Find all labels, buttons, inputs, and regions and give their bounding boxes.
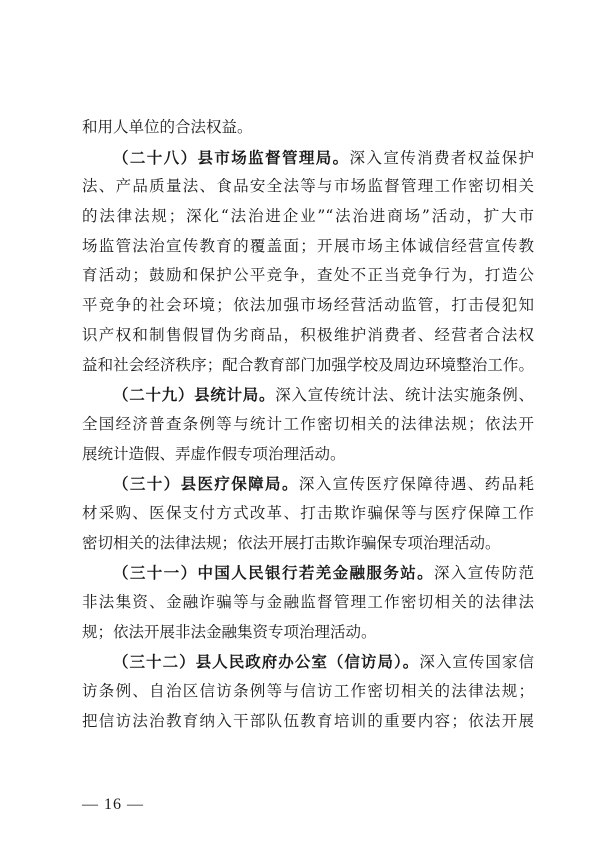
text-line [82,469,534,499]
document-body [82,113,534,736]
body-text: 的法律法规；深化“法治进企业”“法治进商场”活动，扩大市 [82,207,534,226]
text-line [82,291,534,321]
body-text: 密切相关的法律法规；依法开展打击欺诈骗保专项治理活动。 [82,533,501,552]
text-line [82,707,534,737]
section-heading: （三十二）县人民政府办公室（信访局）。 [113,652,420,672]
text-line [82,618,534,648]
body-text: 识产权和制售假冒伪劣商品，积极维护消费者、经营者合法权 [82,325,534,344]
section-heading: （二十九）县统计局。 [113,385,276,405]
body-text: 把信访法治教育纳入干部队伍教育培训的重要内容；依法开展 [82,711,534,730]
text-line [82,558,534,588]
body-text: 全国经济普查条例等与统计工作密切相关的法律法规；依法开 [82,414,534,433]
text-line [82,351,534,381]
paragraph [82,113,534,143]
body-text: 场监管法治宣传教育的覆盖面；开展市场主体诚信经营宣传教 [82,236,534,255]
paragraph [82,647,534,736]
body-text: 平竞争的社会环境；依法加强市场经营活动监管，打击侵犯知 [82,296,534,315]
body-text: 材采购、医保支付方式改革、打击欺诈骗保等与医疗保障工作 [82,503,534,522]
body-text: 规；依法开展非法金融集资专项治理活动。 [82,622,377,641]
text-line [82,321,534,351]
text-line [82,143,534,173]
body-text: 深入宣传国家信 [419,653,534,672]
text-line [82,677,534,707]
body-text: 和用人单位的合法权益。 [82,118,253,136]
text-line [82,202,534,232]
body-text: 访条例、自治区信访条例等与信访工作密切相关的法律法规； [82,682,534,701]
text-line [82,232,534,262]
paragraph [82,380,534,469]
text-line [82,410,534,440]
page-number: — 16 — [82,796,144,813]
body-text: 深入宣传消费者权益保护 [349,148,534,167]
text-line [82,380,534,410]
body-text: 法、产品质量法、食品安全法等与市场监督管理工作密切相关 [82,177,534,196]
text-line [82,113,534,143]
body-text: 深入宣传防范 [434,564,534,583]
section-heading: （二十八）县市场监督管理局。 [113,147,350,167]
text-line [82,499,534,529]
body-text: 深入宣传医疗保障待遇、药品耗 [298,475,534,494]
paragraph [82,558,534,647]
body-text: 育活动；鼓励和保护公平竞争，查处不正当竞争行为，打造公 [82,266,534,285]
text-line [82,529,534,559]
body-text: 展统计造假、弄虚作假专项治理活动。 [82,444,346,463]
section-heading: （三十）县医疗保障局。 [113,474,299,494]
section-heading: （三十一）中国人民银行若羌金融服务站。 [113,563,434,583]
body-text: 深入宣传统计法、统计法实施条例、 [275,386,534,405]
paragraph [82,469,534,558]
text-line [82,588,534,618]
text-line [82,172,534,202]
text-line [82,440,534,470]
text-line [82,261,534,291]
paragraph [82,143,534,381]
text-line [82,647,534,677]
body-text: 益和社会经济秩序；配合教育部门加强学校及周边环境整治工作。 [82,355,534,374]
body-text: 非法集资、金融诈骗等与金融监督管理工作密切相关的法律法 [82,593,534,611]
